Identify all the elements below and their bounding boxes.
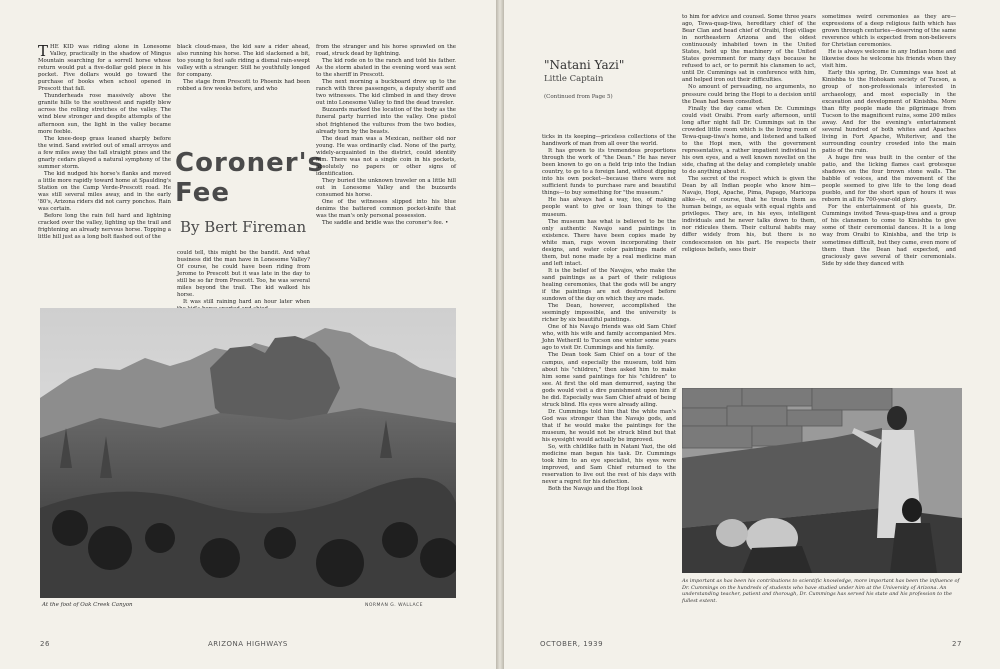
story-title: Coroner's Fee xyxy=(175,148,325,208)
canyon-photo xyxy=(40,308,456,598)
paragraph: It is the belief of the Navajos, who make the sand paintings as a part of their religious healing ceremonies, that the gods will be angry if the paintings are not destroyed before sundown of the day on which they are made. xyxy=(542,267,676,303)
paragraph: The dead man was a Mexican, neither old nor young. He was ordinarily clad. None of the party, widely-acquainted in the district, could identify him. There was not a single coin in his pockets, absolutely no papers or other signs of identification. xyxy=(316,135,456,177)
left-column-3 xyxy=(316,44,456,227)
spread-gutter xyxy=(496,0,504,669)
page-number-right: 27 xyxy=(952,640,962,648)
paragraph: They buried the unknown traveler on a little hill out in Lonesome Valley and the buzzards consumed his horse. xyxy=(316,177,456,198)
issue-date: OCTOBER, 1939 xyxy=(540,640,604,648)
paragraph: The Dean, however, accomplished the seemingly impossible, and the university is richer by six beautiful paintings. xyxy=(542,303,676,324)
paragraph: Finally the day came when Dr. Cummings could visit Oraibi. From early afternoon, until long after night fall Dr. Cummings sat in the crowded little room which is the living room of Tewa-quap-tiwa's home, and listened and talked to the Hopi men, with the government representative, a rather impatient individual in his own eyes, and a well known novelist on the side, chafing at the delay and completely unable to do anything about it. xyxy=(682,105,816,176)
continued-note: (Continued from Page 5) xyxy=(544,94,613,100)
paragraph: Early this spring, Dr. Cummings was host at Kinishba to the Hohokam society of Tucson, a group of non-professionals interested in archaeology, and most especially in the excavation and development of Kinishba. More than fifty people made the pilgrimage from Tucson to the magnificent ruins, some 200 miles away. And for the evening's entertainment several hundred of both whites and Apaches living in Fort Apache, Whiteriver, and the surrounding country crowded into the main patio of the ruin. xyxy=(822,70,956,154)
paragraph: The next morning a buckboard drew up to the ranch with three passengers, a deputy sheriff and two witnesses. The kid climbed in and they drove out into Lonesome Valley to find the dead traveler. xyxy=(316,79,456,107)
magazine-name: ARIZONA HIGHWAYS xyxy=(208,640,288,648)
paragraph: He is always welcome in any Indian home and likewise does he welcome his friends when they visit him. xyxy=(822,49,956,70)
paragraph: He has always had a way, too, of making people want to give or loan things to the museum. xyxy=(542,197,676,218)
photo-caption-left: At the foot of Oak Creek Canyon xyxy=(42,602,133,608)
left-column-1 xyxy=(38,44,171,241)
paragraph: The stage from Prescott to Phoenix had been robbed a few weeks before, and who xyxy=(177,79,310,93)
drop-cap: T xyxy=(38,42,49,60)
right-column-2 xyxy=(682,14,816,254)
opening-paragraph: THE KID was riding alone in Lonesome Valley, practically in the shadow of Mingus Mountain searching for a sorrell horse whose return would put a five-dollar gold piece in his pocket. Five dollars would go toward the purchase of books when school opened in Prescott that fall. xyxy=(38,42,171,93)
article-subtitle: Little Captain xyxy=(544,74,604,84)
paragraph: It was still raining hard an hour later when xyxy=(183,299,310,306)
paragraph: sometimes weird ceremonies as they are—expressions of a deep religious faith which has grown through centuries—deserving of the same reverence which is expected from non-believers for Christian ceremonies. xyxy=(822,14,956,49)
paragraph: The Dean took Sam Chief on a tour of the campus, and especially the museum, told him about his "children," then asked him to make him some sand paintings for his "children" to see. At first the old man demurred, saying the gods would visit a dire punishment upon him if he did. Especially was Sam Chief afraid of being struck blind. His eyes were already ailing. xyxy=(542,352,676,408)
page-number-left: 26 xyxy=(40,640,50,648)
paragraph: For the entertainment of his guests, Dr. Cummings invited Tewa-quap-tiwa and a group of his clansmen to come to Kinishba to give some of their ceremonial dances. It is a long way from Oraibi to Kinishba, and the trip is sometimes difficult, but they came, even more of them than the Dean had expected, and graciously gave several of their ceremonials. Side by side they danced with xyxy=(822,204,956,267)
paragraph: The kid nudged his horse's flanks and moved a little more rapidly toward home at Spaulding's Station on the Camp Verde-Prescott road. He was still several miles away, and in the early '80's, Arizona riders did not carry ponchos. Rain was certain. xyxy=(38,170,171,213)
canyon-illustration xyxy=(40,308,456,598)
right-column-1 xyxy=(542,134,676,493)
paragraph: The museum has what is believed to be the only authentic Navajo sand paintings in existence. There have been copies made by white man, rugs woven incorporating their designs, and water color paintings made of them, but none made by a real medicine man and left intact. xyxy=(542,218,676,267)
ruins-illustration xyxy=(682,388,962,573)
paragraph: ticks in its keeping—priceless collections of the handiwork of man from all over the world. xyxy=(542,134,676,148)
article-title: "Natani Yazi" xyxy=(544,58,625,72)
byline: By Bert Fireman xyxy=(180,218,307,236)
paragraph: So, with childlike faith in Natani Yazi, the old medicine man began his task. Dr. Cummings took him to an eye specialist, his eyes were improved, and Sam Chief returned to the reservation to live out the rest of his days with never a regret for his defection. xyxy=(542,444,676,486)
paragraph: Buzzards marked the location of the body as the funeral party hurried into the valley. One pistol shot frightened the vultures from the two bodies, already torn by the beasts. xyxy=(316,107,456,135)
paragraph: Thunderheads rose massively above the granite hills to the southwest and rapidly blew across the rolling stretches of the valley. The wind blew stronger and despite attempts of the afternoon sun, the light in the valley became more feeble. xyxy=(38,93,171,135)
paragraph: One of the witnesses slipped into his blue denims the battered common pocket-knife that was the man's only personal possession. xyxy=(316,199,456,220)
paragraph: Before long the rain fell hard and lightning cracked over the valley, lighting up the trail and frightening an already nervous horse. Topping a little hill just as a long bolt flashed out of the xyxy=(38,213,171,241)
paragraph: The kid rode on to the ranch and told his father. As the storm abated in the evening word was sent to the sheriff in Prescott. xyxy=(316,58,456,79)
paragraph: from the stranger and his horse sprawled on the road, struck dead by lightning. xyxy=(316,44,456,58)
paragraph: No amount of persuading, no arguments, no pressure could bring the Hopi to a decision until the Dean had been consulted. xyxy=(682,84,816,105)
left-page xyxy=(0,0,496,669)
article-heading xyxy=(544,58,624,100)
right-column-3 xyxy=(822,14,956,268)
paragraph: A huge fire was built in the center of the patio, and the licking flames cast grotesque shadows on the four brown stone walls. The babble of voices, and the movement of the people seemed to give life to the long dead pueblo, and for the short span of hours it was reborn in all its 700-year-old glory. xyxy=(822,154,956,204)
right-page xyxy=(504,0,1000,669)
left-column-2-bottom xyxy=(177,250,310,313)
photo-credit: NORMAN G. WALLACE xyxy=(365,603,424,608)
paragraph: The secret of the respect which is given the Dean by all Indian people who know him—Navajo, Hopi, Apache, Pima, Papago, Maricopa alike—is, of course, that he treats them as human beings, as equals with equal rights and privileges. They are, in his eyes, intelligent individuals and he never talks down to them, nor ridicules them. Their cultural habits may differ widely from his, but there is no condescension on his part. He respects their religious beliefs, sees their xyxy=(682,176,816,253)
paragraph: to him for advice and counsel. Some three years ago, Tewa-quap-tiwa, hereditary chief of the Bear Clan and head chief of Oraibi, Hopi village in northeastern Arizona and the oldest continuously inhabited town in the United States, held up the machinery of the United States government for many days because he refused to act, or to permit his clansmen to act, until Dr. Cummings sat in conference with him, and helped iron out their difficulties. xyxy=(682,14,816,84)
ruins-photo xyxy=(682,388,962,573)
paragraph: Both the Navajo and the Hopi look xyxy=(548,486,643,493)
paragraph: could tell, this might be the bandit. And what business did the man have in Lonesome Valley? Of course, he could have been riding from Jerome to Prescott but it was late in the day to still be so far from Prescott. Too, he was several miles beyond the trail. The kid walked his horse. xyxy=(177,250,310,299)
photo-caption-right: As important as has been his contributions to scientific knowledge, more important has been the influence of Dr. Cummings on the hundreds of students who have studied under him at the University of Arizona. An understanding teacher, patient and thorough, Dr. Cummings has served his state and his profession to the fullest extent. xyxy=(682,578,960,604)
paragraph: One of his Navajo friends was old Sam Chief who, with his wife and family accompanied Mrs. John Wetherill to Tucson one winter some years ago to visit Dr. Cummings and his family. xyxy=(542,324,676,352)
paragraph: It has grown to its tremendous proportions through the work of "the Dean." He has never been known to go on a field trip into the Indian country, to go to a foreign land, without dipping into his own pocket—because there were not sufficient funds to purchase rare and beautiful things—to buy something for "the museum." xyxy=(542,148,676,197)
paragraph: black cloud-mass, the kid saw a rider ahead, also running his horse. The kid slackened a bit, too young to feel safe riding a dismal rain-swept valley with a stranger. Still he youthfully longed for company. xyxy=(177,44,310,79)
paragraph: The knee-deep grass leaned sharply before the wind. Sand swirled out of small arroyos and a few miles away the tall straight pines and the gnarly cedars played a natural symphony of the summer storm. xyxy=(38,135,171,170)
paragraph: Dr. Cummings told him that the white man's God was stronger than the Navajo gods, and that if he would make the paintings for the museum, he would not be struck blind but that his eyesight would actually be improved. xyxy=(542,408,676,444)
left-column-2-top xyxy=(177,44,310,93)
paragraph: The saddle and bridle was the coroner's fee. • xyxy=(322,220,449,227)
